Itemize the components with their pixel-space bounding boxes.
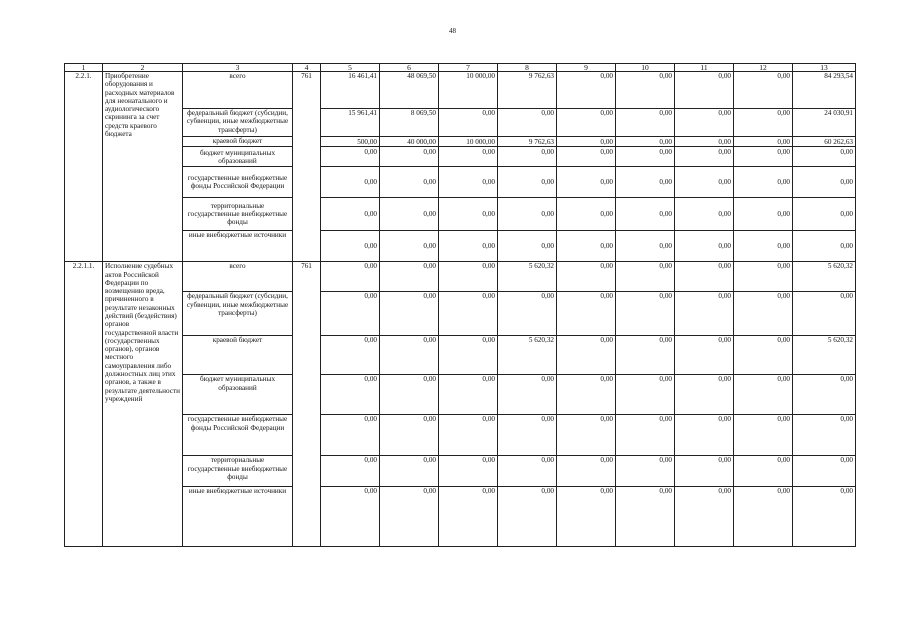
amount-cell: 0,00 [321,167,380,198]
amount-cell: 0,00 [439,292,498,336]
amount-cell: 0,00 [380,231,439,262]
amount-cell: 5 620,32 [793,262,856,292]
amount-cell: 0,00 [616,375,675,415]
amount-cell: 0,00 [380,415,439,456]
amount-cell: 84 293,54 [793,72,856,109]
page-number: 48 [449,27,456,35]
funding-source: краевой бюджет [183,336,293,375]
amount-cell: 0,00 [557,292,616,336]
amount-cell: 0,00 [734,262,793,292]
amount-cell: 0,00 [793,198,856,231]
amount-cell: 0,00 [557,336,616,375]
funding-source: территориальные государственные внебюджетные фонды [183,198,293,231]
amount-cell: 10 000,00 [439,137,498,147]
grbs-code: 761 [293,72,321,262]
amount-cell: 0,00 [321,487,380,547]
column-number-row [65,64,856,72]
amount-cell: 0,00 [557,198,616,231]
amount-cell: 0,00 [734,292,793,336]
column-number: 10 [616,64,675,72]
funding-source: бюджет муниципальных образований [183,147,293,167]
table-row [65,198,856,231]
amount-cell: 0,00 [380,336,439,375]
column-number: 8 [498,64,557,72]
amount-cell: 0,00 [793,147,856,167]
amount-cell: 0,00 [793,292,856,336]
amount-cell: 0,00 [321,262,380,292]
amount-cell: 0,00 [734,375,793,415]
amount-cell: 0,00 [557,137,616,147]
amount-cell: 0,00 [498,167,557,198]
table-body [65,64,856,547]
budget-table [64,63,856,547]
funding-source: федеральный бюджет (субсидии, субвенции, иные межбюджетные трансферты) [183,292,293,336]
amount-cell: 0,00 [380,487,439,547]
amount-cell: 0,00 [557,109,616,137]
amount-cell: 0,00 [439,375,498,415]
amount-cell: 0,00 [675,336,734,375]
amount-cell: 0,00 [380,456,439,487]
table-row [65,336,856,375]
amount-cell: 9 762,63 [498,72,557,109]
table-row [65,147,856,167]
amount-cell: 0,00 [557,456,616,487]
amount-cell: 0,00 [734,198,793,231]
column-number: 6 [380,64,439,72]
amount-cell: 0,00 [616,137,675,147]
amount-cell: 0,00 [675,137,734,147]
column-number: 3 [183,64,293,72]
amount-cell: 0,00 [616,292,675,336]
amount-cell: 0,00 [498,109,557,137]
column-number: 13 [793,64,856,72]
funding-source: государственные внебюджетные фонды Российской Федерации [183,167,293,198]
column-number: 4 [293,64,321,72]
amount-cell: 0,00 [616,147,675,167]
amount-cell: 0,00 [380,375,439,415]
table-row [65,375,856,415]
amount-cell: 0,00 [498,456,557,487]
amount-cell: 0,00 [321,147,380,167]
amount-cell: 0,00 [675,375,734,415]
amount-cell: 9 762,63 [498,137,557,147]
amount-cell: 0,00 [734,336,793,375]
amount-cell: 5 620,32 [498,336,557,375]
amount-cell: 0,00 [675,72,734,109]
amount-cell: 0,00 [734,167,793,198]
amount-cell: 0,00 [557,167,616,198]
amount-cell: 0,00 [675,231,734,262]
column-number: 5 [321,64,380,72]
amount-cell: 0,00 [380,198,439,231]
column-number: 11 [675,64,734,72]
funding-source: бюджет муниципальных образований [183,375,293,415]
amount-cell: 0,00 [380,262,439,292]
amount-cell: 0,00 [439,198,498,231]
table-row [65,292,856,336]
row-code: 2.2.1.1. [65,262,103,547]
amount-cell: 0,00 [439,456,498,487]
amount-cell: 0,00 [616,487,675,547]
funding-source: всего [183,262,293,292]
amount-cell: 0,00 [675,147,734,167]
grbs-code: 761 [293,262,321,547]
amount-cell: 0,00 [616,198,675,231]
amount-cell: 40 000,00 [380,137,439,147]
amount-cell: 0,00 [439,109,498,137]
funding-source: краевой бюджет [183,137,293,147]
table-row [65,167,856,198]
amount-cell: 0,00 [439,487,498,547]
amount-cell: 0,00 [675,487,734,547]
amount-cell: 0,00 [734,415,793,456]
amount-cell: 0,00 [616,336,675,375]
amount-cell: 0,00 [793,456,856,487]
amount-cell: 0,00 [498,231,557,262]
amount-cell: 0,00 [321,375,380,415]
amount-cell: 0,00 [793,415,856,456]
table-row [65,137,856,147]
amount-cell: 0,00 [498,375,557,415]
amount-cell: 0,00 [498,487,557,547]
funding-source: иные внебюджетные источники [183,231,293,262]
amount-cell: 0,00 [557,415,616,456]
column-number: 9 [557,64,616,72]
amount-cell: 15 961,41 [321,109,380,137]
amount-cell: 0,00 [557,262,616,292]
amount-cell: 0,00 [439,231,498,262]
table-row [65,109,856,137]
amount-cell: 0,00 [439,415,498,456]
amount-cell: 0,00 [557,147,616,167]
amount-cell: 0,00 [439,336,498,375]
amount-cell: 0,00 [734,487,793,547]
amount-cell: 0,00 [675,109,734,137]
amount-cell: 0,00 [498,147,557,167]
table-row [65,415,856,456]
amount-cell: 0,00 [616,167,675,198]
amount-cell: 0,00 [616,72,675,109]
amount-cell: 16 461,41 [321,72,380,109]
funding-source: территориальные государственные внебюджетные фонды [183,456,293,487]
amount-cell: 0,00 [675,292,734,336]
funding-source: иные внебюджетные источники [183,487,293,547]
amount-cell: 60 262,63 [793,137,856,147]
amount-cell: 0,00 [616,415,675,456]
row-code: 2.2.1. [65,72,103,262]
table-row [65,231,856,262]
amount-cell: 0,00 [616,456,675,487]
amount-cell: 0,00 [675,415,734,456]
amount-cell: 0,00 [498,415,557,456]
amount-cell: 0,00 [380,292,439,336]
amount-cell: 0,00 [734,137,793,147]
amount-cell: 0,00 [793,375,856,415]
amount-cell: 5 620,32 [793,336,856,375]
row-description: Приобретение оборудования и расходных материалов для неонатального и аудиологического скрининга за счет средств краевого бюджета [103,72,183,262]
table-row [65,456,856,487]
row-description: Исполнение судебных актов Российской Федерации по возмещению вреда, причиненного в результате незаконных действий (бездействия) органов государственной власти (государственных органов), органов местного самоуправления либо должностных лиц этих органов, а также в результате деятельности учреждений [103,262,183,547]
amount-cell: 0,00 [675,262,734,292]
amount-cell: 0,00 [498,198,557,231]
amount-cell: 0,00 [616,109,675,137]
amount-cell: 0,00 [675,198,734,231]
amount-cell: 500,00 [321,137,380,147]
amount-cell: 0,00 [321,415,380,456]
funding-source: федеральный бюджет (субсидии, субвенции, иные межбюджетные трансферты) [183,109,293,137]
amount-cell: 0,00 [734,456,793,487]
amount-cell: 0,00 [321,456,380,487]
table-row [65,262,856,292]
amount-cell: 0,00 [675,167,734,198]
amount-cell: 0,00 [380,167,439,198]
amount-cell: 0,00 [675,456,734,487]
amount-cell: 10 000,00 [439,72,498,109]
amount-cell: 0,00 [439,167,498,198]
amount-cell: 0,00 [734,109,793,137]
amount-cell: 0,00 [734,231,793,262]
amount-cell: 0,00 [557,487,616,547]
amount-cell: 0,00 [439,262,498,292]
amount-cell: 0,00 [321,198,380,231]
amount-cell: 0,00 [793,487,856,547]
amount-cell: 0,00 [498,292,557,336]
amount-cell: 0,00 [557,72,616,109]
amount-cell: 8 069,50 [380,109,439,137]
amount-cell: 0,00 [557,231,616,262]
amount-cell: 0,00 [321,336,380,375]
amount-cell: 0,00 [380,147,439,167]
amount-cell: 0,00 [616,262,675,292]
amount-cell: 0,00 [321,231,380,262]
table-row [65,72,856,109]
table-row [65,487,856,547]
amount-cell: 48 069,50 [380,72,439,109]
amount-cell: 24 030,91 [793,109,856,137]
amount-cell: 5 620,32 [498,262,557,292]
column-number: 2 [103,64,183,72]
column-number: 7 [439,64,498,72]
funding-source: государственные внебюджетные фонды Российской Федерации [183,415,293,456]
amount-cell: 0,00 [439,147,498,167]
amount-cell: 0,00 [321,292,380,336]
amount-cell: 0,00 [793,231,856,262]
amount-cell: 0,00 [734,72,793,109]
amount-cell: 0,00 [793,167,856,198]
column-number: 12 [734,64,793,72]
amount-cell: 0,00 [734,147,793,167]
amount-cell: 0,00 [557,375,616,415]
column-number: 1 [65,64,103,72]
funding-source: всего [183,72,293,109]
amount-cell: 0,00 [616,231,675,262]
